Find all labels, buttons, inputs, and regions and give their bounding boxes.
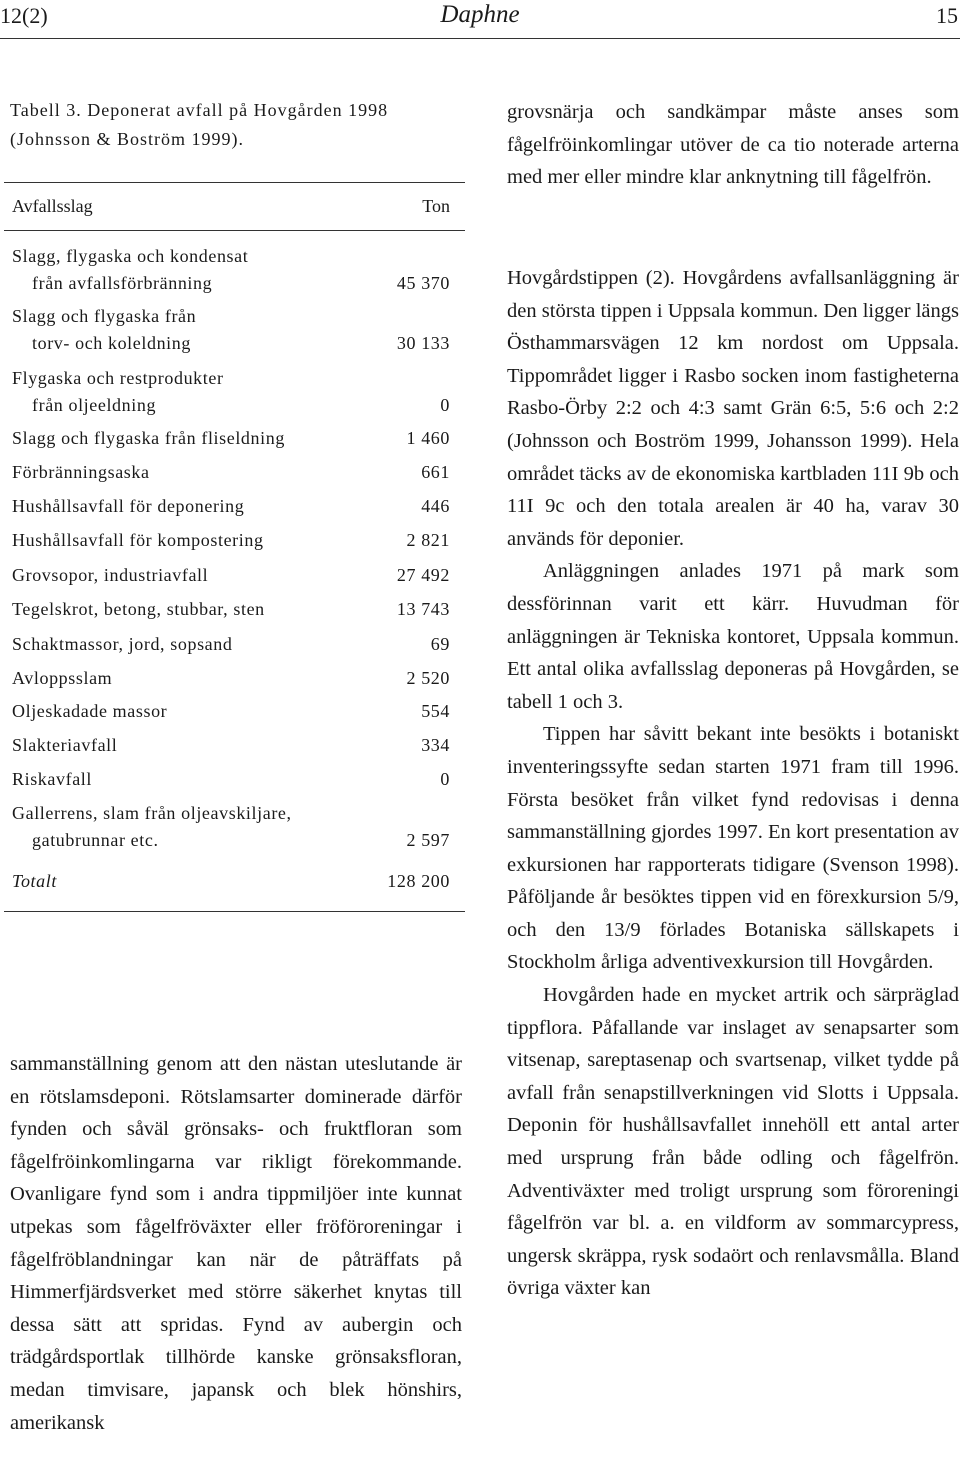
table-row bbox=[12, 732, 450, 759]
table-row bbox=[12, 425, 450, 452]
table-header-unit: Ton bbox=[422, 196, 450, 216]
row-label-continued: från avfallsförbränning bbox=[32, 273, 213, 293]
table-row bbox=[12, 698, 450, 725]
right-paragraph-0: grovsnärja och sandkämpar måste anses som fågelfröinkomlingar utöver de ca tio noterade arterna med mer eller mindre klar anknytning till fågelfrön. bbox=[507, 101, 959, 189]
table-row bbox=[12, 459, 450, 486]
journal-title: Daphne bbox=[440, 1, 520, 28]
row-label: Riskavfall bbox=[12, 769, 92, 789]
right-paragraph-4: Hovgården hade en mycket artrik och särpräglad tippflora. Påfallande var inslaget av senapsarter som vitsenap, sareptasenap och svartsenap, vilket tydde på avfall från senapstillverkningen vid Slotts i Uppsala. Deponin för hushållsavfallet innehöll ett antal arter med ursprung från både odling och fågelfrön. Adventiväxter med troligt ursprung som föroreningi fågelfrön var bl. a. en vildform av sommarcypress, ungersk skräppa, rysk sodaört och renlavsmålla. Bland övriga växter kan bbox=[507, 984, 959, 1300]
right-paragraph-2: Anläggningen anlades 1971 på mark som dessförinnan varit ett kärr. Huvudman för anläggningen är Tekniska kontoret, Uppsala kommun. Ett antal olika avfallsslag deponeras på Hovgården, se tabell 1 och 3. bbox=[507, 560, 959, 713]
table-row bbox=[12, 665, 450, 692]
row-value: 2 821 bbox=[406, 530, 450, 550]
table-top-rule bbox=[4, 182, 465, 183]
row-label: Oljeskadade massor bbox=[12, 701, 168, 721]
row-value: 0 bbox=[440, 395, 450, 415]
row-label: Avloppsslam bbox=[12, 668, 113, 688]
total-label: Totalt bbox=[12, 871, 57, 891]
row-value: 661 bbox=[421, 462, 450, 482]
page-number: 15 bbox=[936, 3, 958, 28]
right-paragraph-1: Hovgårdstippen (2). Hovgårdens avfallsanläggning är den största tippen i Uppsala kommun. Den ligger längs Östhammarsvägen 12 km nordost om Uppsala. Tippområdet ligger i Rasbo socken inom fastigheterna Rasbo-Örby 2:2 och 4:3 samt Grän 6:5, 5:6 och 2:2 (Johnsson och Boström 1999, Johansson 1999). Hela området täcks av de ekonomiska kartbladen 11I 9b och 11I 9c och den totala arealen är 40 ha, varav 30 används för deponier. bbox=[507, 267, 959, 550]
table-header-rule bbox=[4, 230, 465, 231]
table-row bbox=[12, 303, 450, 357]
issue-number: 12(2) bbox=[0, 3, 48, 28]
row-label: Förbränningsaska bbox=[12, 462, 150, 482]
row-value: 0 bbox=[440, 769, 450, 789]
right-column-intro bbox=[507, 96, 959, 194]
row-label: Hushållsavfall för kompostering bbox=[12, 530, 264, 550]
row-label: Slagg och flygaska från bbox=[12, 306, 197, 326]
row-label: Flygaska och restprodukter bbox=[12, 368, 224, 388]
table-row bbox=[12, 766, 450, 793]
row-label: Grovsopor, industriavfall bbox=[12, 565, 209, 585]
row-value: 13 743 bbox=[396, 599, 450, 619]
table-row bbox=[12, 800, 450, 854]
header-rule bbox=[0, 38, 960, 39]
table-header-type: Avfallsslag bbox=[12, 196, 93, 216]
row-label: Gallerrens, slam från oljeavskiljare, bbox=[12, 803, 292, 823]
row-label: Slagg, flygaska och kondensat bbox=[12, 246, 249, 266]
row-value: 2 520 bbox=[406, 668, 450, 688]
row-label: Tegelskrot, betong, stubbar, sten bbox=[12, 599, 265, 619]
table-row bbox=[12, 365, 450, 419]
row-label-continued: torv- och koleldning bbox=[32, 333, 191, 353]
table-total-row bbox=[12, 868, 450, 895]
row-value: 1 460 bbox=[406, 428, 450, 448]
table-row bbox=[12, 243, 450, 297]
row-value: 69 bbox=[430, 634, 450, 654]
row-value: 27 492 bbox=[396, 565, 450, 585]
row-label-continued: gatubrunnar etc. bbox=[32, 830, 159, 850]
row-value: 45 370 bbox=[396, 273, 450, 293]
left-paragraph: sammanställning genom att den nästan uteslutande är en rötslamsdeponi. Rötslamsarter dominerade därför fynden och såväl grönsaks- och fruktfloran som fågelfröinkomlingarna var rikligt förekommande. Ovanligare fynd som i andra tippmiljöer inte kunnat utpekas som fågelfröväxter eller fröföroreningar i fågelfröblandningar kan när de påträffats på Himmerfjärdsverket med större säkerhet knytas till dessa sätt att spridas. Fynd av aubergin och trädgårdsportlak tillhörde kanske grönsaksfloran, medan timvisare, japansk och blek hönshirs, amerikansk bbox=[10, 1053, 462, 1434]
right-paragraph-3: Tippen har såvitt bekant inte besökts i botaniskt inventeringssyfte sedan starten 1971 fram till 1996. Första besöket från vilket fynd redovisas i denna sammanställning gjordes 1997. En kort presentation av exkursionen har rapporterats tidigare (Svenson 1998). Påföljande år besöktes tippen vid en förexkursion 5/9, och den 13/9 förlades Botaniska sällskapets i Stockholm årliga adventivexkursion till Hovgården. bbox=[507, 723, 959, 974]
row-value: 554 bbox=[421, 701, 450, 721]
table-row bbox=[12, 493, 450, 520]
left-column-text bbox=[10, 1048, 462, 1439]
table-bottom-rule bbox=[4, 911, 465, 912]
row-label: Slakteriavfall bbox=[12, 735, 118, 755]
row-value: 446 bbox=[421, 496, 450, 516]
table-row bbox=[12, 596, 450, 623]
row-label: Slagg och flygaska från fliseldning bbox=[12, 428, 285, 448]
table-row bbox=[12, 562, 450, 589]
table-row bbox=[12, 527, 450, 554]
row-value: 30 133 bbox=[396, 333, 450, 353]
row-value: 2 597 bbox=[406, 830, 450, 850]
row-label: Hushållsavfall för deponering bbox=[12, 496, 245, 516]
right-column-text bbox=[507, 262, 959, 1305]
page-header bbox=[0, 0, 960, 36]
row-label: Schaktmassor, jord, sopsand bbox=[12, 634, 233, 654]
total-value: 128 200 bbox=[387, 871, 450, 891]
row-label-continued: från oljeeldning bbox=[32, 395, 157, 415]
row-value: 334 bbox=[421, 735, 450, 755]
table-row bbox=[12, 631, 450, 658]
table-caption: Tabell 3. Deponerat avfall på Hovgården 1998 (Johnsson & Boström 1999). bbox=[10, 100, 389, 149]
